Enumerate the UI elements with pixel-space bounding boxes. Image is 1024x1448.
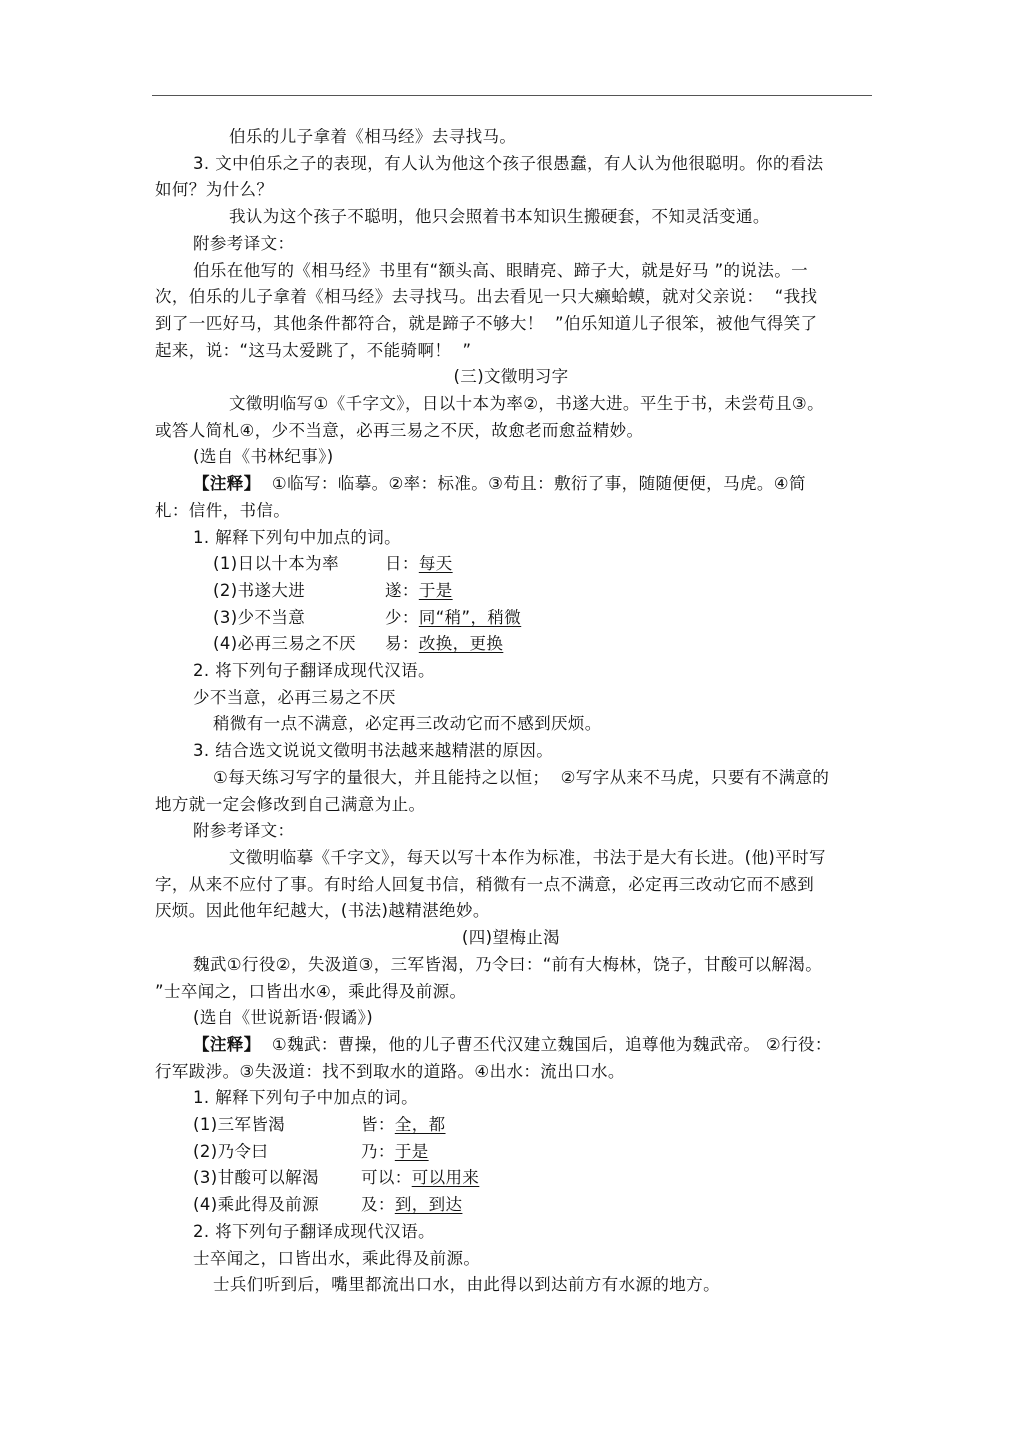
notes-label: 【注释】 bbox=[193, 474, 261, 494]
vocab-item bbox=[155, 605, 867, 632]
vocab-answer: 于是 bbox=[394, 1141, 429, 1161]
vocab-answer: 全，都 bbox=[394, 1115, 446, 1135]
question-line: 1. 解释下列句中加点的词。 bbox=[193, 527, 402, 547]
translation-line: 次，伯乐的儿子拿着《相马经》去寻找马。出去看见一只大癞蛤蟆，就对父亲说： “我找 bbox=[155, 287, 818, 307]
notes-text: ①临写：临摹。②率：标准。③苟且：敷衍了事，随随便便，马虎。④简 bbox=[260, 474, 806, 494]
vocab-item bbox=[155, 631, 867, 658]
vocab-key: 及： bbox=[361, 1195, 395, 1215]
question-line: 2. 将下列句子翻译成现代汉语。 bbox=[193, 1221, 435, 1241]
notes-line bbox=[155, 471, 867, 498]
answer-line: 士兵们听到后，嘴里都流出口水，由此得以到达前方有水源的地方。 bbox=[213, 1275, 720, 1295]
translation-heading: 附参考译文： bbox=[193, 233, 295, 253]
vocab-key: 可以： bbox=[361, 1168, 412, 1188]
question-line: 士卒闻之，口皆出水，乘此得及前源。 bbox=[193, 1248, 481, 1268]
vocab-phrase: (1)三军皆渴 bbox=[193, 1115, 286, 1135]
translation-line: 文徵明临摹《千字文》，每天以写十本作为标准，书法于是大有长进。(他)平时写 bbox=[229, 847, 826, 867]
vocab-item bbox=[155, 578, 867, 605]
question-line: 如何？为什么？ bbox=[155, 180, 274, 200]
vocab-answer: 可以用来 bbox=[411, 1168, 480, 1188]
vocab-phrase: (1)日以十本为率 bbox=[213, 554, 339, 574]
vocab-item bbox=[155, 551, 867, 578]
notes-label: 【注释】 bbox=[193, 1034, 261, 1054]
vocab-answer: 改换，更换 bbox=[418, 634, 504, 654]
passage-line: 文徵明临写①《千字文》，日以十本为率②，书遂大进。平生于书，未尝苟且③。 bbox=[229, 394, 825, 414]
answer-line: ①每天练习写字的量很大，并且能持之以恒； ②写字从来不马虎，只要有不满意的 bbox=[213, 767, 830, 787]
passage-line: 魏武①行役②，失汲道③，三军皆渴，乃令曰：“前有大梅林，饶子，甘酸可以解渴。 bbox=[193, 954, 823, 974]
vocab-key: 少： bbox=[385, 607, 419, 627]
translation-line: 起来，说：“这马太爱跳了，不能骑啊！ ” bbox=[155, 340, 472, 360]
vocab-key: 日： bbox=[385, 554, 419, 574]
vocab-key: 乃： bbox=[361, 1141, 395, 1161]
question-line: 少不当意，必再三易之不厌 bbox=[193, 687, 396, 707]
translation-line: 字，从来不应付了事。有时给人回复书信，稍微有一点不满意，必定再三改动它而不感到 bbox=[155, 874, 815, 894]
question-line: 2. 将下列句子翻译成现代汉语。 bbox=[193, 661, 435, 681]
notes-line: 札：信件，书信。 bbox=[155, 500, 291, 520]
vocab-answer: 于是 bbox=[418, 580, 453, 600]
translation-line: 伯乐在他写的《相马经》书里有“额头高、眼睛亮、蹄子大，就是好马 ”的说法。一 bbox=[193, 260, 809, 280]
passage-line: ”士卒闻之，口皆出水④，乘此得及前源。 bbox=[155, 981, 467, 1001]
source-line: (选自《世说新语·假谲》) bbox=[193, 1008, 374, 1028]
vocab-phrase: (3)少不当意 bbox=[213, 607, 306, 627]
question-line: 3. 结合选文说说文徵明书法越来越精湛的原因。 bbox=[193, 741, 554, 761]
vocab-key: 遂： bbox=[385, 580, 419, 600]
translation-heading: 附参考译文： bbox=[193, 821, 295, 841]
vocab-key: 易： bbox=[385, 634, 419, 654]
question-line: 3. 文中伯乐之子的表现，有人认为他这个孩子很愚蠢，有人认为他很聪明。你的看法 bbox=[193, 153, 824, 173]
notes-line bbox=[155, 1032, 867, 1059]
answer-line: 我认为这个孩子不聪明，他只会照着书本知识生搬硬套，不知灵活变通。 bbox=[229, 207, 770, 227]
vocab-answer: 每天 bbox=[418, 554, 453, 574]
answer-line: 稍微有一点不满意，必定再三改动它而不感到厌烦。 bbox=[213, 714, 602, 734]
section-title: (三)文徵明习字 bbox=[453, 367, 569, 387]
vocab-answer: 同“稍”，稍微 bbox=[418, 607, 522, 627]
vocab-item bbox=[155, 1112, 867, 1139]
notes-line: 行军跋涉。③失汲道：找不到取水的道路。④出水：流出口水。 bbox=[155, 1061, 625, 1081]
answer-line: 地方就一定会修改到自己满意为止。 bbox=[155, 794, 426, 814]
document-body bbox=[155, 124, 867, 1299]
translation-line: 到了一匹好马，其他条件都符合，就是蹄子不够大！ ”伯乐知道儿子很笨，被他气得笑了 bbox=[155, 313, 818, 333]
vocab-phrase: (2)乃令曰 bbox=[193, 1141, 269, 1161]
vocab-key: 皆： bbox=[361, 1115, 395, 1135]
translation-line: 厌烦。因此他年纪越大，(书法)越精湛绝妙。 bbox=[155, 901, 490, 921]
question-line: 1. 解释下列句子中加点的词。 bbox=[193, 1088, 418, 1108]
vocab-item bbox=[155, 1165, 867, 1192]
vocab-phrase: (3)甘酸可以解渴 bbox=[193, 1168, 319, 1188]
header-rule bbox=[152, 95, 872, 96]
vocab-phrase: (4)乘此得及前源 bbox=[193, 1195, 319, 1215]
vocab-phrase: (2)书遂大进 bbox=[213, 580, 306, 600]
section-title: (四)望梅止渴 bbox=[461, 928, 561, 948]
answer-line: 伯乐的儿子拿着《相马经》去寻找马。 bbox=[229, 127, 517, 146]
vocab-answer: 到，到达 bbox=[394, 1195, 463, 1215]
vocab-item bbox=[155, 1192, 867, 1219]
source-line: (选自《书林纪事》) bbox=[193, 447, 334, 467]
notes-text: ①魏武：曹操，他的儿子曹丕代汉建立魏国后，追尊他为魏武帝。 ②行役： bbox=[260, 1034, 832, 1054]
vocab-phrase: (4)必再三易之不厌 bbox=[213, 634, 356, 654]
passage-line: 或答人简札④，少不当意，必再三易之不厌，故愈老而愈益精妙。 bbox=[155, 420, 644, 440]
vocab-item bbox=[155, 1139, 867, 1166]
